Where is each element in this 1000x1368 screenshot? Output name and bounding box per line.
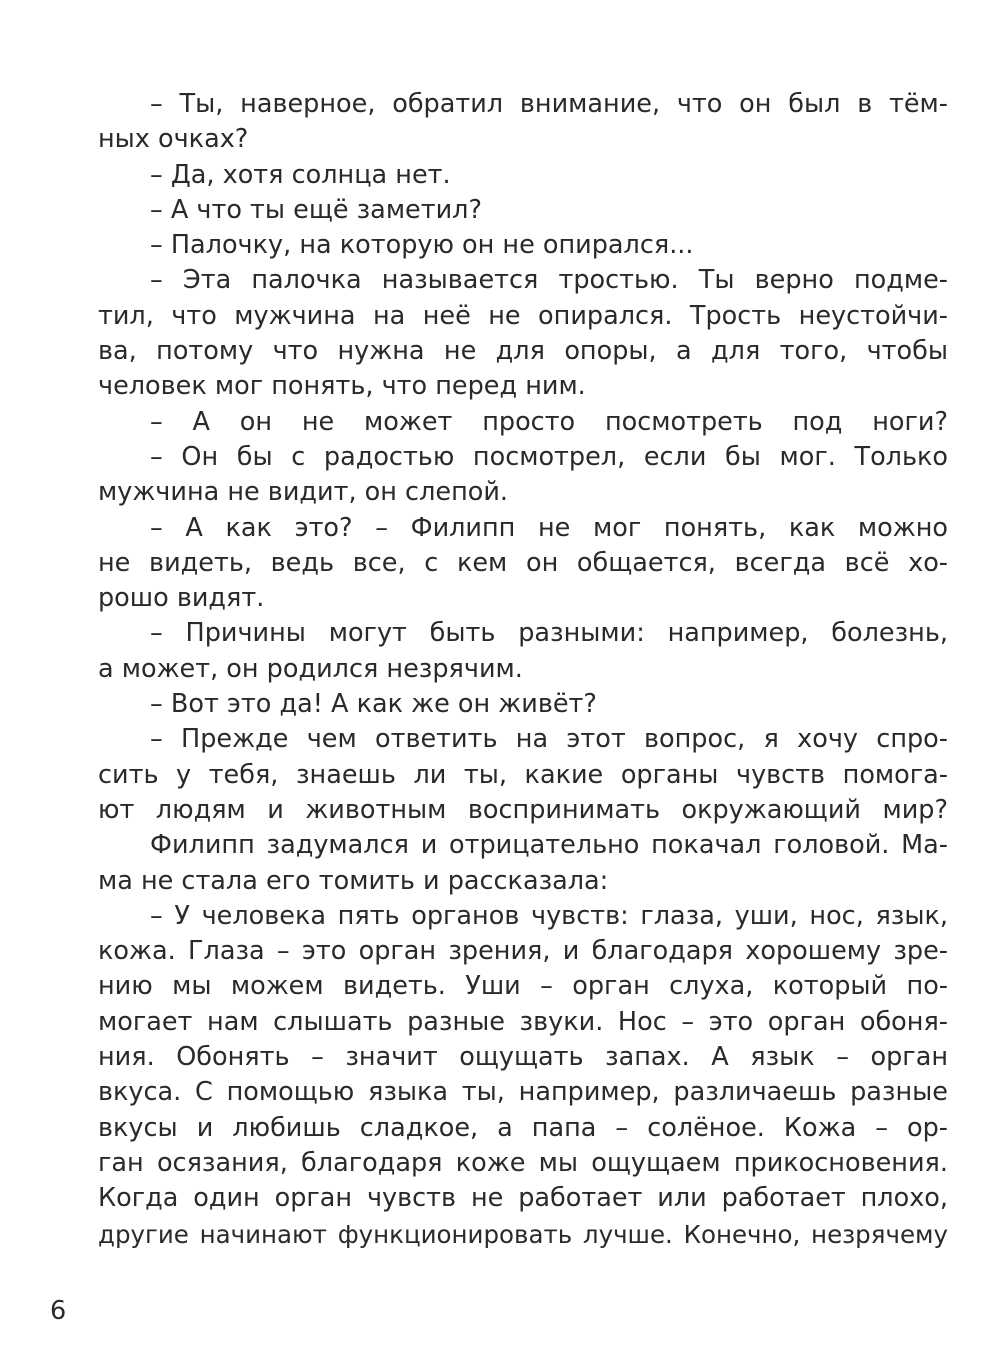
text-line: – Ты, наверное, обратил внимание, что он был в тём- (150, 89, 948, 119)
text-line: кожа. Глаза – это орган зрения, и благодаря хорошему зре- (98, 936, 948, 967)
text-line: – У человека пять органов чувств: глаза, уши, нос, язык, (150, 900, 948, 931)
text-line: – Он бы с радостью посмотрел, если бы мог. Только (150, 441, 948, 472)
text-line: – Прежде чем ответить на этот вопрос, я хочу спро- (150, 724, 948, 755)
text-line: ных очках? (98, 124, 249, 155)
text-line: – А что ты ещё заметил? (150, 194, 482, 225)
text-line: нию мы можем видеть. Уши – орган слуха, который по- (98, 971, 948, 1002)
text-line: – Причины могут быть разными: например, болезнь, (150, 618, 948, 649)
text-line: вкуса. С помощью языка ты, например, различаешь разные (98, 1077, 948, 1108)
text-line: сить у тебя, знаешь ли ты, какие органы чувств помога- (98, 759, 948, 790)
text-line: – Да, хотя солнца нет. (150, 159, 451, 190)
page-text (98, 87, 948, 1252)
text-line: тил, что мужчина на неё не опирался. Трость неустойчи- (98, 300, 948, 331)
text-line: мужчина не видит, он слепой. (98, 477, 509, 508)
text-line: Филипп задумался и отрицательно покачал головой. Ма- (150, 830, 948, 861)
text-line: рошо видят. (98, 583, 265, 614)
text-line: Когда один орган чувств не работает или работает плохо, (98, 1183, 948, 1214)
text-line: человек мог понять, что перед ним. (98, 371, 586, 402)
text-line: – Эта палочка называется тростью. Ты верно подме- (150, 265, 948, 296)
text-line: вкусы и любишь сладкое, а папа – солёное. Кожа – ор- (98, 1112, 948, 1143)
text-line: не видеть, ведь все, с кем он общается, всегда всё хо- (98, 547, 948, 578)
text-line: другие начинают функционировать лучше. Конечно, незрячему (98, 1219, 948, 1249)
text-line: а может, он родился незрячим. (98, 653, 523, 684)
text-line: – Вот это да! А как же он живёт? (150, 689, 597, 720)
page-number: 6 (50, 1296, 67, 1326)
text-line: ния. Обонять – значит ощущать запах. А язык – орган (98, 1042, 948, 1073)
text-line: – А как это? – Филипп не мог понять, как можно (150, 512, 948, 543)
text-line: ма не стала его томить и рассказала: (98, 865, 609, 896)
text-line: ган осязания, благодаря коже мы ощущаем прикосновения. (98, 1147, 948, 1178)
text-line: – Палочку, на которую он не опирался... (150, 230, 694, 261)
text-line: могает нам слышать разные звуки. Нос – это орган обоня- (98, 1006, 948, 1037)
text-line: ют людям и животным воспринимать окружающий мир? (98, 794, 948, 825)
text-line: ва, потому что нужна не для опоры, а для того, чтобы (98, 336, 948, 367)
text-line: – А он не может просто посмотреть под ноги? (150, 406, 948, 437)
